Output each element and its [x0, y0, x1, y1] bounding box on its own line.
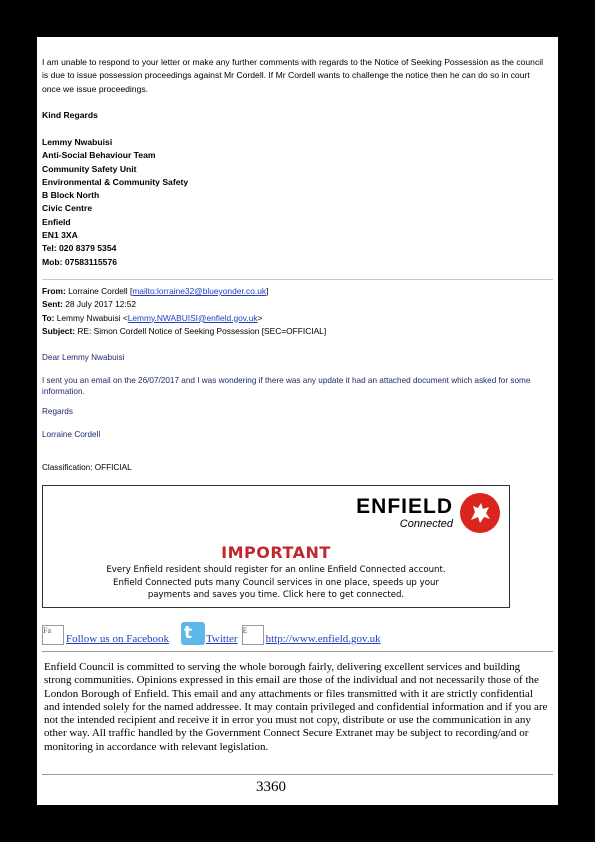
enfield-connected-banner[interactable]: [42, 485, 510, 608]
facebook-link[interactable]: Follow us on Facebook: [66, 633, 169, 645]
signature-line: Lemmy Nwabuisi: [42, 137, 113, 147]
important-heading: IMPORTANT: [221, 543, 331, 562]
disclaimer-text: Enfield Council is committed to serving the whole borough fairly, delivering excellent services and building strong communities. Opinions expressed in this email are those of the individual and not necessarily those of the London Borough of Enfield. This email and any attachments or files transmitted with it are strictly confidential and intended solely for the named addressee. It may contain privileged and confidential information and if you are not the intended recipient and receive it in error you must not copy, distribute or use the communication in any other way. All traffic handled by the Government Connect Secure Extranet may be subject to recording/and or monitoring in accordance with relevant legislation.: [44, 661, 548, 753]
signature-line: B Block North: [42, 190, 100, 201]
signature-line: EN1 3XA: [42, 230, 78, 241]
signature-line: Mob: 07583115576: [42, 256, 118, 267]
message-greeting: Dear Lemmy Nwabuisi: [42, 353, 125, 362]
logo-wordmark: ENFIELD: [356, 495, 453, 518]
divider: [42, 651, 553, 652]
twitter-link[interactable]: Twitter: [205, 633, 238, 645]
signature-line: Civic Centre: [42, 203, 93, 214]
subject-line: Subject: RE: Simon Cordell Notice of Seeking Possession [SEC=OFFICIAL]: [42, 325, 327, 336]
to-line: To: Lemmy Nwabuisi <Lemmy.NWABUISI@enfield.gov.uk>: [42, 312, 263, 323]
signature-line: Community Safety Unit: [42, 163, 137, 174]
banner-line: Enfield Connected puts many Council services in one place, speeds up your: [113, 577, 439, 588]
from-email-link[interactable]: mailto:lorraine32@blueyonder.co.uk: [132, 286, 267, 296]
signature-line: Enfield: [42, 216, 71, 227]
message-body: I sent you an email on the 26/07/2017 and I was wondering if there was any update it had an attached document which asked for some information.: [42, 376, 531, 396]
page-number: 3360: [256, 779, 286, 795]
banner-line: Every Enfield resident should register for an online Enfield Connected account.: [106, 565, 446, 575]
message-sender-name: Lorraine Cordell: [42, 430, 101, 439]
social-links: [42, 619, 381, 645]
enfield-image-icon[interactable]: E: [242, 625, 264, 645]
logo-subtitle: Connected: [399, 518, 453, 530]
forwarded-header: [42, 285, 326, 338]
signature-line: Tel: 020 8379 5354: [42, 243, 117, 254]
classification-label: Classification: OFFICIAL: [42, 463, 132, 472]
divider: [42, 774, 553, 775]
signature-line: Environmental & Community Safety: [42, 176, 189, 187]
banner-text: [43, 564, 509, 602]
reply-body: I am unable to respond to your letter or make any further comments with regards to the Notice of Seeking Possession as the council is due to issue possession proceedings against Mr Cordell. If Mr Cordell wants to challenge the notice then he can do so in court once we issue proceedings.: [42, 57, 544, 94]
sent-line: Sent: 28 July 2017 12:52: [42, 299, 137, 310]
website-link[interactable]: http://www.enfield.gov.uk: [265, 633, 381, 645]
signature-block: [42, 136, 188, 269]
signature-line: Anti-Social Behaviour Team: [42, 150, 156, 161]
from-line: From: Lorraine Cordell [mailto:lorraine32@blueyonder.co.uk]: [42, 286, 269, 296]
reply-closing: Kind Regards: [42, 110, 98, 120]
enfield-connected-logo: [356, 492, 501, 534]
to-email-link[interactable]: Lemmy.NWABUISI@enfield.gov.uk: [127, 312, 258, 323]
twitter-icon[interactable]: t: [181, 622, 205, 645]
message-regards: Regards: [42, 407, 73, 416]
facebook-image-icon[interactable]: Fa: [42, 625, 64, 645]
enfield-beast-icon: [459, 492, 501, 534]
divider: [42, 279, 553, 280]
document-page: [37, 37, 558, 805]
banner-line: payments and saves you time. Click here to get connected.: [147, 590, 405, 601]
